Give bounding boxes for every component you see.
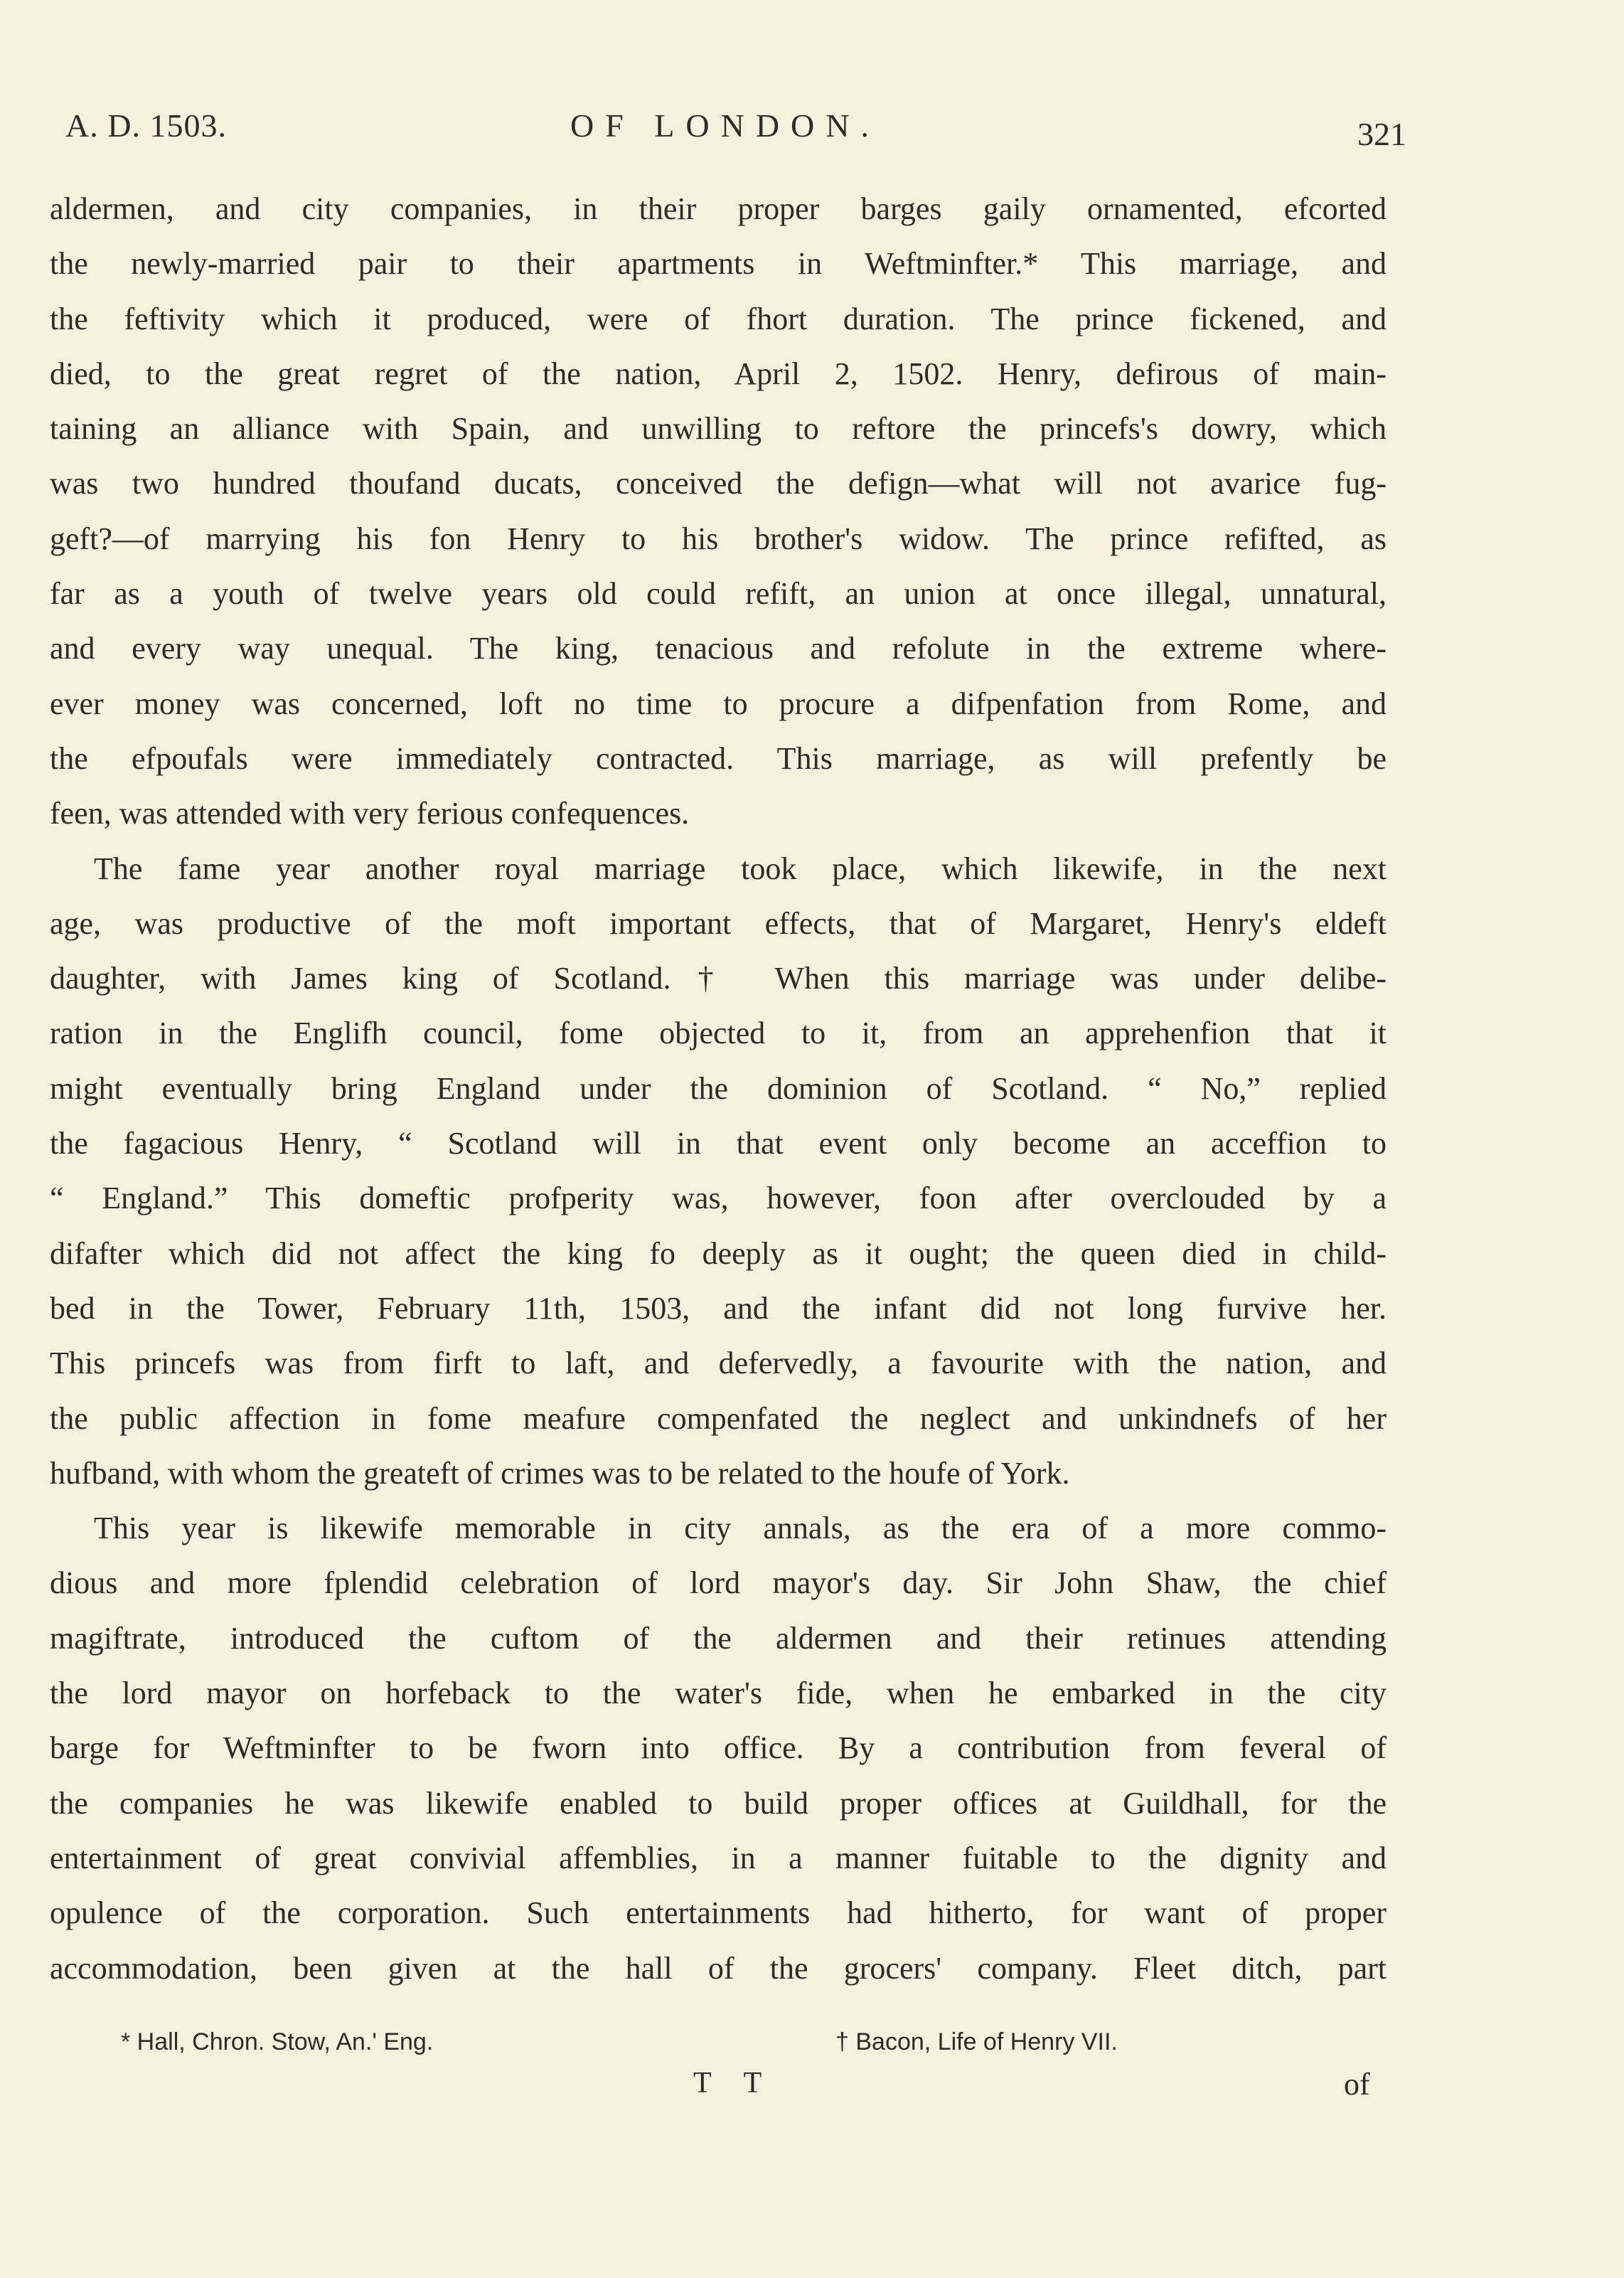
paragraph-2	[50, 841, 1387, 1501]
text-line: dious and more fplendid celebration of lord mayor's day. Sir John Shaw, the chief	[50, 1565, 1387, 1601]
catchword: of	[1344, 2067, 1370, 2102]
body-text	[50, 181, 1387, 1996]
header-title: OF LONDON.	[570, 107, 880, 144]
text-line: aldermen, and city companies, in their proper barges gaily ornamented, efcorted	[50, 191, 1387, 226]
text-line: magiftrate, introduced the cuftom of the aldermen and their retinues attending	[50, 1620, 1387, 1656]
running-header	[65, 107, 1406, 156]
text-line: entertainment of great convivial affemblies, in a manner fuitable to the dignity and	[50, 1840, 1387, 1875]
text-line: barge for Weftminfter to be fworn into office. By a contribution from feveral of	[50, 1730, 1387, 1766]
text-line: hufband, with whom the greateft of crimes was to be related to the houfe of York.	[50, 1455, 1070, 1491]
text-line: opulence of the corporation. Such entertainments had hitherto, for want of proper	[50, 1895, 1387, 1931]
text-line: far as a youth of twelve years old could refift, an union at once illegal, unnatural,	[50, 576, 1387, 612]
text-line: the efpoufals were immediately contracted. This marriage, as will prefently be	[50, 740, 1387, 776]
footnotes	[121, 2028, 1244, 2071]
text-line: bed in the Tower, February 11th, 1503, and the infant did not long furvive her.	[50, 1290, 1387, 1326]
text-line: the lord mayor on horfeback to the water's fide, when he embarked in the city	[50, 1676, 1387, 1711]
paragraph-3	[50, 1501, 1387, 1996]
text-line: the fagacious Henry, “ Scotland will in that event only become an acceffion to	[50, 1126, 1387, 1161]
text-line: feen, was attended with very ferious confequences.	[50, 796, 690, 831]
text-line: the public affection in fome meafure compenfated the neglect and unkindnefs of her	[50, 1400, 1387, 1436]
header-year: A. D. 1503.	[65, 107, 227, 144]
text-line: daughter, with James king of Scotland.† When this marriage was under delibe-	[50, 961, 1387, 996]
paragraph-1	[50, 181, 1387, 841]
text-line: taining an alliance with Spain, and unwilling to reftore the princefs's dowry, which	[50, 411, 1387, 447]
text-line: and every way unequal. The king, tenacious and refolute in the extreme where-	[50, 631, 1387, 666]
text-line: was two hundred thoufand ducats, conceived the defign—what will not avarice fug-	[50, 466, 1387, 501]
text-line: This princefs was from firft to laft, and defervedly, a favourite with the nation, and	[50, 1346, 1387, 1381]
text-line: geft?—of marrying his fon Henry to his brother's widow. The prince refifted, as	[50, 521, 1387, 556]
signature-mark: T T	[693, 2067, 775, 2099]
text-line: age, was productive of the moft important effects, that of Margaret, Henry's eldeft	[50, 905, 1387, 941]
text-line: accommodation, been given at the hall of the grocers' company. Fleet ditch, part	[50, 1950, 1387, 1986]
page-number: 321	[1357, 116, 1406, 152]
text-line: The fame year another royal marriage took place, which likewife, in the next	[94, 851, 1387, 886]
text-line: might eventually bring England under the dominion of Scotland. “ No,” replied	[50, 1070, 1387, 1106]
text-line: the feftivity which it produced, were of fhort duration. The prince fickened, and	[50, 301, 1387, 336]
text-line: the newly-married pair to their apartments in Weftminfter.* This marriage, and	[50, 246, 1387, 282]
text-line: the companies he was likewife enabled to build proper offices at Guildhall, for the	[50, 1785, 1387, 1821]
text-line: ever money was concerned, loft no time to procure a difpenfation from Rome, and	[50, 686, 1387, 721]
footnote-dagger: † Bacon, Life of Henry VII.	[835, 2028, 1118, 2055]
text-line: “ England.” This domeftic profperity was, however, foon after overclouded by a	[50, 1181, 1387, 1216]
text-line: difafter which did not affect the king fo deeply as it ought; the queen died in child-	[50, 1235, 1387, 1271]
text-line: ration in the Englifh council, fome objected to it, from an apprehenfion that it	[50, 1016, 1387, 1051]
footnote-star: * Hall, Chron. Stow, An.' Eng.	[121, 2028, 434, 2055]
text-line: This year is likewife memorable in city annals, as the era of a more commo-	[94, 1511, 1387, 1546]
text-line: died, to the great regret of the nation, April 2, 1502. Henry, defirous of main-	[50, 356, 1387, 391]
